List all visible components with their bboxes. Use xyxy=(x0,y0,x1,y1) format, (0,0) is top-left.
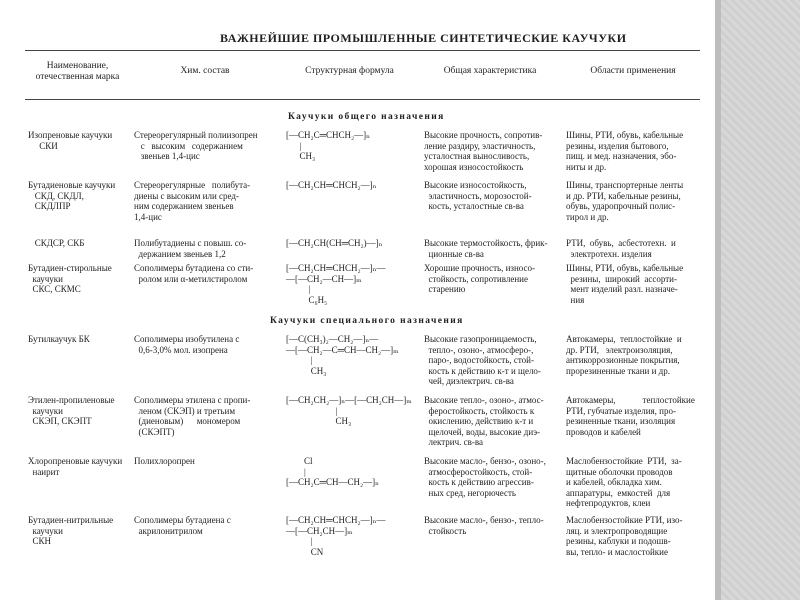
row-skn-name: Бутадиен-нитрильные каучуки СКН xyxy=(28,515,114,547)
row-ski-name: Изопреновые каучуки СКИ xyxy=(28,130,113,151)
row-nairit-formula: Cl | [—CH₂C═CH—CH₂—]ₙ xyxy=(286,456,380,488)
row-bk-applications: Автокамеры, теплостойкие и др. РТИ, электроизоляция, антикоррозионные покрытия, прорезиненные ткани и др. xyxy=(566,334,682,376)
row-skdsr-characteristics: Высокие термостойкость, фрик- ционные св-ва xyxy=(424,238,548,259)
header-bottom-rule xyxy=(25,99,700,100)
row-skd-name: Бутадиеновые каучуки СКД, СКДЛ, СКДЛПР xyxy=(28,180,116,212)
row-skep-applications: Автокамеры, теплостойкие РТИ, губчатые изделия, про- резиненные ткани, изоляция проводов и кабелей xyxy=(566,395,695,437)
row-ski-chem: Стереорегулярный полиизопрен с высоким содержанием звеньев 1,4-цис xyxy=(134,130,258,162)
header-characteristics: Общая характеристика xyxy=(443,66,537,76)
row-ski-formula: [—CH₂C═CHCH₂—]ₙ | CH₃ xyxy=(286,130,371,162)
row-nairit-name: Хлоропреновые каучуки наирит xyxy=(28,456,123,477)
row-nairit-applications: Маслобензостойкие РТИ, за- щитные оболочки проводов и кабелей, обкладка хим. аппаратуры, емкостей для нефтепродуктов, клеи xyxy=(566,456,682,509)
row-ski-characteristics: Высокие прочность, сопротив- ление раздиру, эластичность, усталостная выносливость, хорошая износостойкость xyxy=(424,130,543,172)
row-skd-characteristics: Высокие износостойкость, эластичность, морозостой- кость, усталостные св-ва xyxy=(424,180,532,212)
row-bk-name: Бутилкаучук БК xyxy=(28,334,90,344)
row-bk-characteristics: Высокие газопроницаемость, тепло-, озоно-, атмосферо-, паро-, водостойкость, стой- кость к действию к-т и щело- чей, диэлектрич. св-ва xyxy=(424,334,541,387)
row-skn-characteristics: Высокие масло-, бензо-, тепло- стойкость xyxy=(424,515,544,536)
row-nairit-characteristics: Высокие масло-, бензо-, озоно-, атмосферостойкость, стой- кость к действию агрессив- ных сред, негорючесть xyxy=(424,456,546,498)
header-formula: Структурная формула xyxy=(305,66,394,76)
row-skdsr-chem: Полибутадиены с повыш. со- держанием звеньев 1,2 xyxy=(134,238,247,259)
row-skdsr-formula: [—CH₂CH(CH═CH₂)—]ₙ xyxy=(286,238,383,248)
row-skdsr-applications: РТИ, обувь, асбестотехн. и электротехн. изделия xyxy=(566,238,676,259)
row-sks-applications: Шины, РТИ, обувь, кабельные резины, широкий ассорти- мент изделий разл. назначе- ния xyxy=(566,263,684,305)
row-skep-name: Этилен-пропиленовые каучуки СКЭП, СКЭПТ xyxy=(28,395,115,427)
header-name: Наименование, отечественная марка xyxy=(35,61,120,82)
slide-side-band xyxy=(715,0,800,600)
row-sks-formula: [—CH₂CH═CHCH₂—]ₙ— —[—CH₂—CH—]ₘ | C₆H₅ xyxy=(286,263,386,305)
row-skn-applications: Маслобензостойкие РТИ, изо- ляц. и электропроводящие резины, каблуки и подошв- вы, тепло- и маслостойкие xyxy=(566,515,683,557)
row-bk-formula: [—C(CH₃)₂—CH₂—]ₙ— —[—CH₂—C═CH—CH₂—]ₘ | CH₃ xyxy=(286,334,399,376)
header-top-rule xyxy=(25,50,700,51)
row-skd-applications: Шины, транспортерные ленты и др. РТИ, кабельные резины, обувь, ударопрочный полис- тирол и др. xyxy=(566,180,684,222)
row-sks-characteristics: Хорошие прочность, износо- стойкость, сопротивление старению xyxy=(424,263,536,295)
table-title: ВАЖНЕЙШИЕ ПРОМЫШЛЕННЫЕ СИНТЕТИЧЕСКИЕ КАУЧУКИ xyxy=(220,31,627,45)
row-skep-characteristics: Высокие тепло-, озоно-, атмос- феростойкость, стойкость к окислению, действию к-т и щелочей, воды, высокие диэ- лектрич. св-ва xyxy=(424,395,544,448)
row-skdsr-name: СКДСР, СКБ xyxy=(28,238,85,248)
row-skep-formula: [—CH₂CH₂—]ₙ—[—CH₂CH—]ₘ | CH₃ xyxy=(286,395,412,427)
section-general-title: Каучуки общего назначения xyxy=(288,112,445,122)
section-special-title: Каучуки специального назначения xyxy=(270,316,464,326)
row-sks-name: Бутадиен-стирольные каучуки СКС, СКМС xyxy=(28,263,112,295)
row-nairit-chem: Полихлоропрен xyxy=(134,456,195,466)
header-chem: Хим. состав xyxy=(180,66,230,76)
row-skd-formula: [—CH₂CH═CHCH₂—]ₙ xyxy=(286,180,377,190)
row-skep-chem: Сополимеры этилена с пропи- леном (СКЭП) и третьим (диеновым) мономером (СКЭПТ) xyxy=(134,395,251,437)
row-skn-chem: Сополимеры бутадиена с акрилонитрилом xyxy=(134,515,231,536)
row-skd-chem: Стереорегулярные полибута- диены с высоким или сред- ним содержанием звеньев 1,4-цис xyxy=(134,180,251,222)
row-ski-applications: Шины, РТИ, обувь, кабельные резины, изделия бытового, пищ. и мед. назначения, эбо- ниты и др. xyxy=(566,130,684,172)
row-bk-chem: Сополимеры изобутилена с 0,6-3,0% мол. изопрена xyxy=(134,334,240,355)
row-skn-formula: [—CH₂CH═CHCH₂—]ₙ— —[—CH₂CH—]ₘ | CN xyxy=(286,515,386,557)
row-sks-chem: Сополимеры бутадиена со сти- ролом или α-метилстиролом xyxy=(134,263,254,284)
header-applications: Области применения xyxy=(590,66,676,76)
